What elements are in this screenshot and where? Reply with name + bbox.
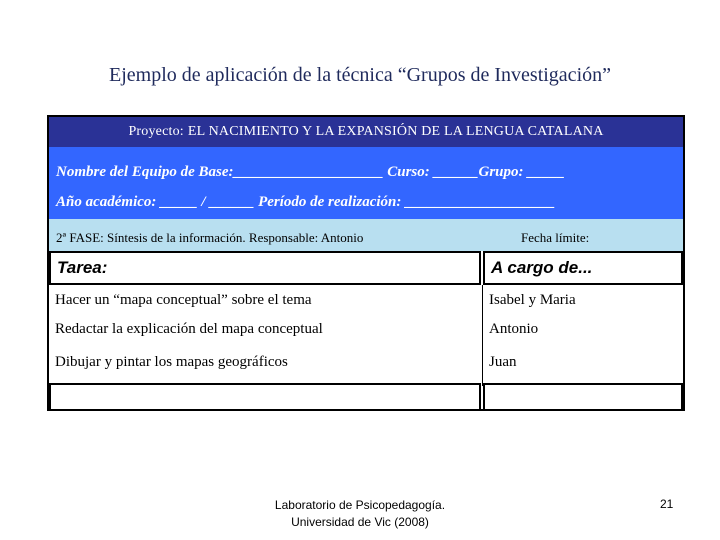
task-column-header: Tarea:: [49, 251, 481, 285]
assignment-form: [47, 115, 685, 411]
owner-cell: Juan: [489, 354, 517, 370]
project-bar: [49, 117, 683, 147]
column-divider: [482, 285, 483, 386]
owner-column-header: A cargo de...: [483, 251, 683, 285]
team-course-group-line: Nombre del Equipo de Base:____________________ Curso: ______Grupo: _____: [56, 164, 565, 180]
footer-line-1: Laboratorio de Psicopedagogía.: [274, 498, 446, 512]
owner-cell: Antonio: [489, 321, 539, 337]
phase-bar: [49, 219, 683, 251]
task-cell: Hacer un “mapa conceptual” sobre el tema: [55, 292, 312, 308]
page-number: 21: [660, 497, 674, 511]
project-label: Proyecto:: [128, 124, 184, 139]
task-cell: Redactar la explicación del mapa conceptual: [55, 321, 323, 337]
empty-owner-cell: [483, 383, 683, 411]
empty-task-cell: [49, 383, 481, 411]
task-cell: Dibujar y pintar los mapas geográficos: [55, 354, 288, 370]
academic-year-period-line: Año académico: _____ / ______ Período de realización: ____________________: [56, 194, 556, 210]
owner-cell: Isabel y Maria: [489, 292, 576, 308]
footer-line-2: Universidad de Vic (2008): [291, 515, 429, 529]
deadline-label: Fecha límite:: [521, 230, 590, 245]
slide-title: Ejemplo de aplicación de la técnica “Grupos de Investigación”: [108, 64, 611, 86]
project-value: EL NACIMIENTO Y LA EXPANSIÓN DE LA LENGUA CATALANA: [187, 124, 604, 139]
phase-description: 2ª FASE: Síntesis de la información. Responsable: Antonio: [56, 230, 364, 245]
footer-credit: [200, 497, 520, 531]
team-info-panel: [49, 147, 683, 219]
